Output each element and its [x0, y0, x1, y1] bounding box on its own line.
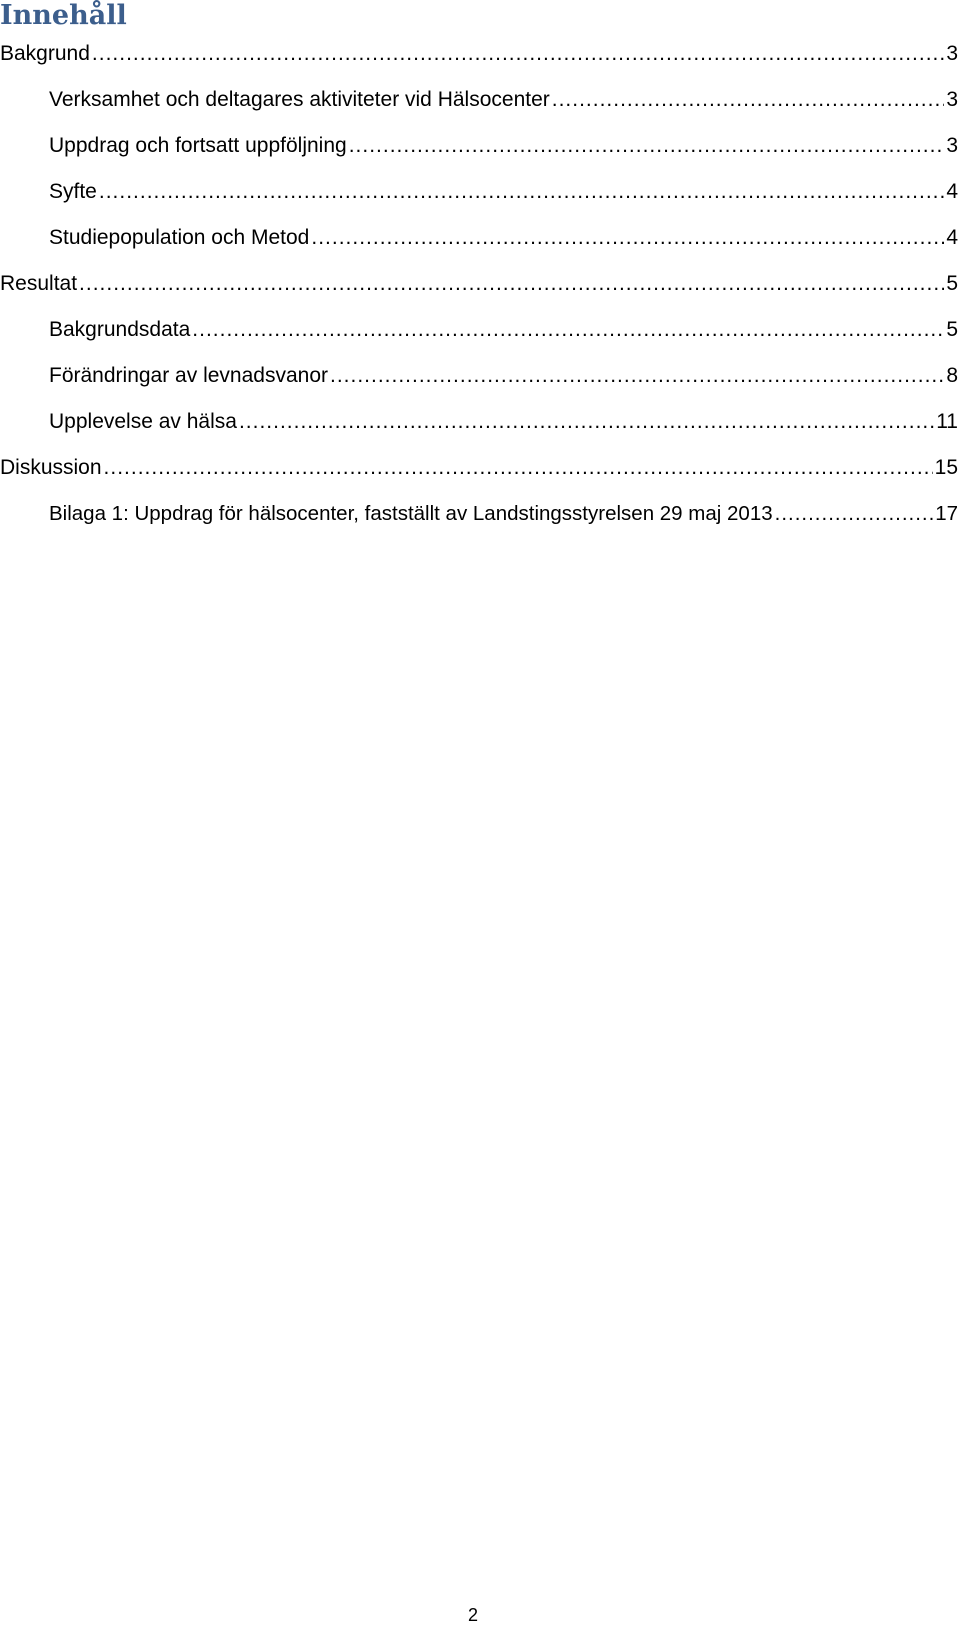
table-of-contents: [0, 37, 958, 543]
toc-dot-leader: [552, 83, 945, 117]
page-number: 2: [468, 1605, 479, 1625]
toc-entry-title: Upplevelse av hälsa: [49, 410, 237, 433]
toc-entry-title: Bilaga 1: Uppdrag för hälsocenter, fastställt av Landstingsstyrelsen 29 maj 2013: [49, 502, 773, 525]
toc-entry-page: 5: [946, 272, 958, 295]
toc-entry-page: 17: [935, 502, 958, 525]
toc-entry-bakgrundsdata[interactable]: [0, 313, 958, 359]
toc-entry-title: Verksamhet och deltagares aktiviteter vid Hälsocenter: [49, 88, 550, 111]
toc-entry-page: 8: [946, 364, 958, 387]
toc-entry-title: Studiepopulation och Metod: [49, 226, 310, 249]
toc-entry-resultat[interactable]: [0, 267, 958, 313]
toc-entry-title: Bakgrund: [0, 42, 90, 65]
toc-entry-page: 3: [946, 42, 958, 65]
toc-entry-title: Diskussion: [0, 456, 102, 479]
toc-entry-title: Syfte: [49, 180, 97, 203]
toc-dot-leader: [192, 313, 944, 347]
toc-entry-page: 15: [934, 456, 958, 479]
toc-entry-uppdrag[interactable]: [0, 129, 958, 175]
toc-dot-leader: [311, 221, 944, 255]
toc-entry-diskussion[interactable]: [0, 451, 958, 497]
toc-dot-leader: [775, 497, 934, 531]
toc-entry-verksamhet[interactable]: [0, 83, 958, 129]
toc-entry-syfte[interactable]: [0, 175, 958, 221]
toc-entry-title: Bakgrundsdata: [49, 318, 191, 341]
toc-heading: Innehåll: [0, 0, 127, 31]
toc-dot-leader: [330, 359, 944, 393]
toc-entry-page: 11: [936, 410, 958, 433]
toc-entry-title: Förändringar av levnadsvanor: [49, 364, 328, 387]
toc-entry-bilaga-1[interactable]: [0, 497, 958, 543]
toc-entry-page: 3: [946, 134, 958, 157]
toc-entry-bakgrund[interactable]: [0, 37, 958, 83]
toc-entry-title: Uppdrag och fortsatt uppföljning: [49, 134, 347, 157]
toc-dot-leader: [349, 129, 945, 163]
toc-entry-studiepopulation[interactable]: [0, 221, 958, 267]
toc-entry-upplevelse[interactable]: [0, 405, 958, 451]
toc-dot-leader: [99, 175, 944, 209]
toc-entry-page: 4: [946, 180, 958, 203]
toc-dot-leader: [239, 405, 934, 439]
toc-dot-leader: [92, 37, 944, 71]
toc-entry-page: 3: [946, 88, 958, 111]
toc-entry-page: 5: [946, 318, 958, 341]
toc-dot-leader: [104, 451, 933, 485]
toc-entry-forandringar[interactable]: [0, 359, 958, 405]
toc-entry-title: Resultat: [0, 272, 78, 295]
toc-entry-page: 4: [946, 226, 958, 249]
toc-dot-leader: [79, 267, 944, 301]
